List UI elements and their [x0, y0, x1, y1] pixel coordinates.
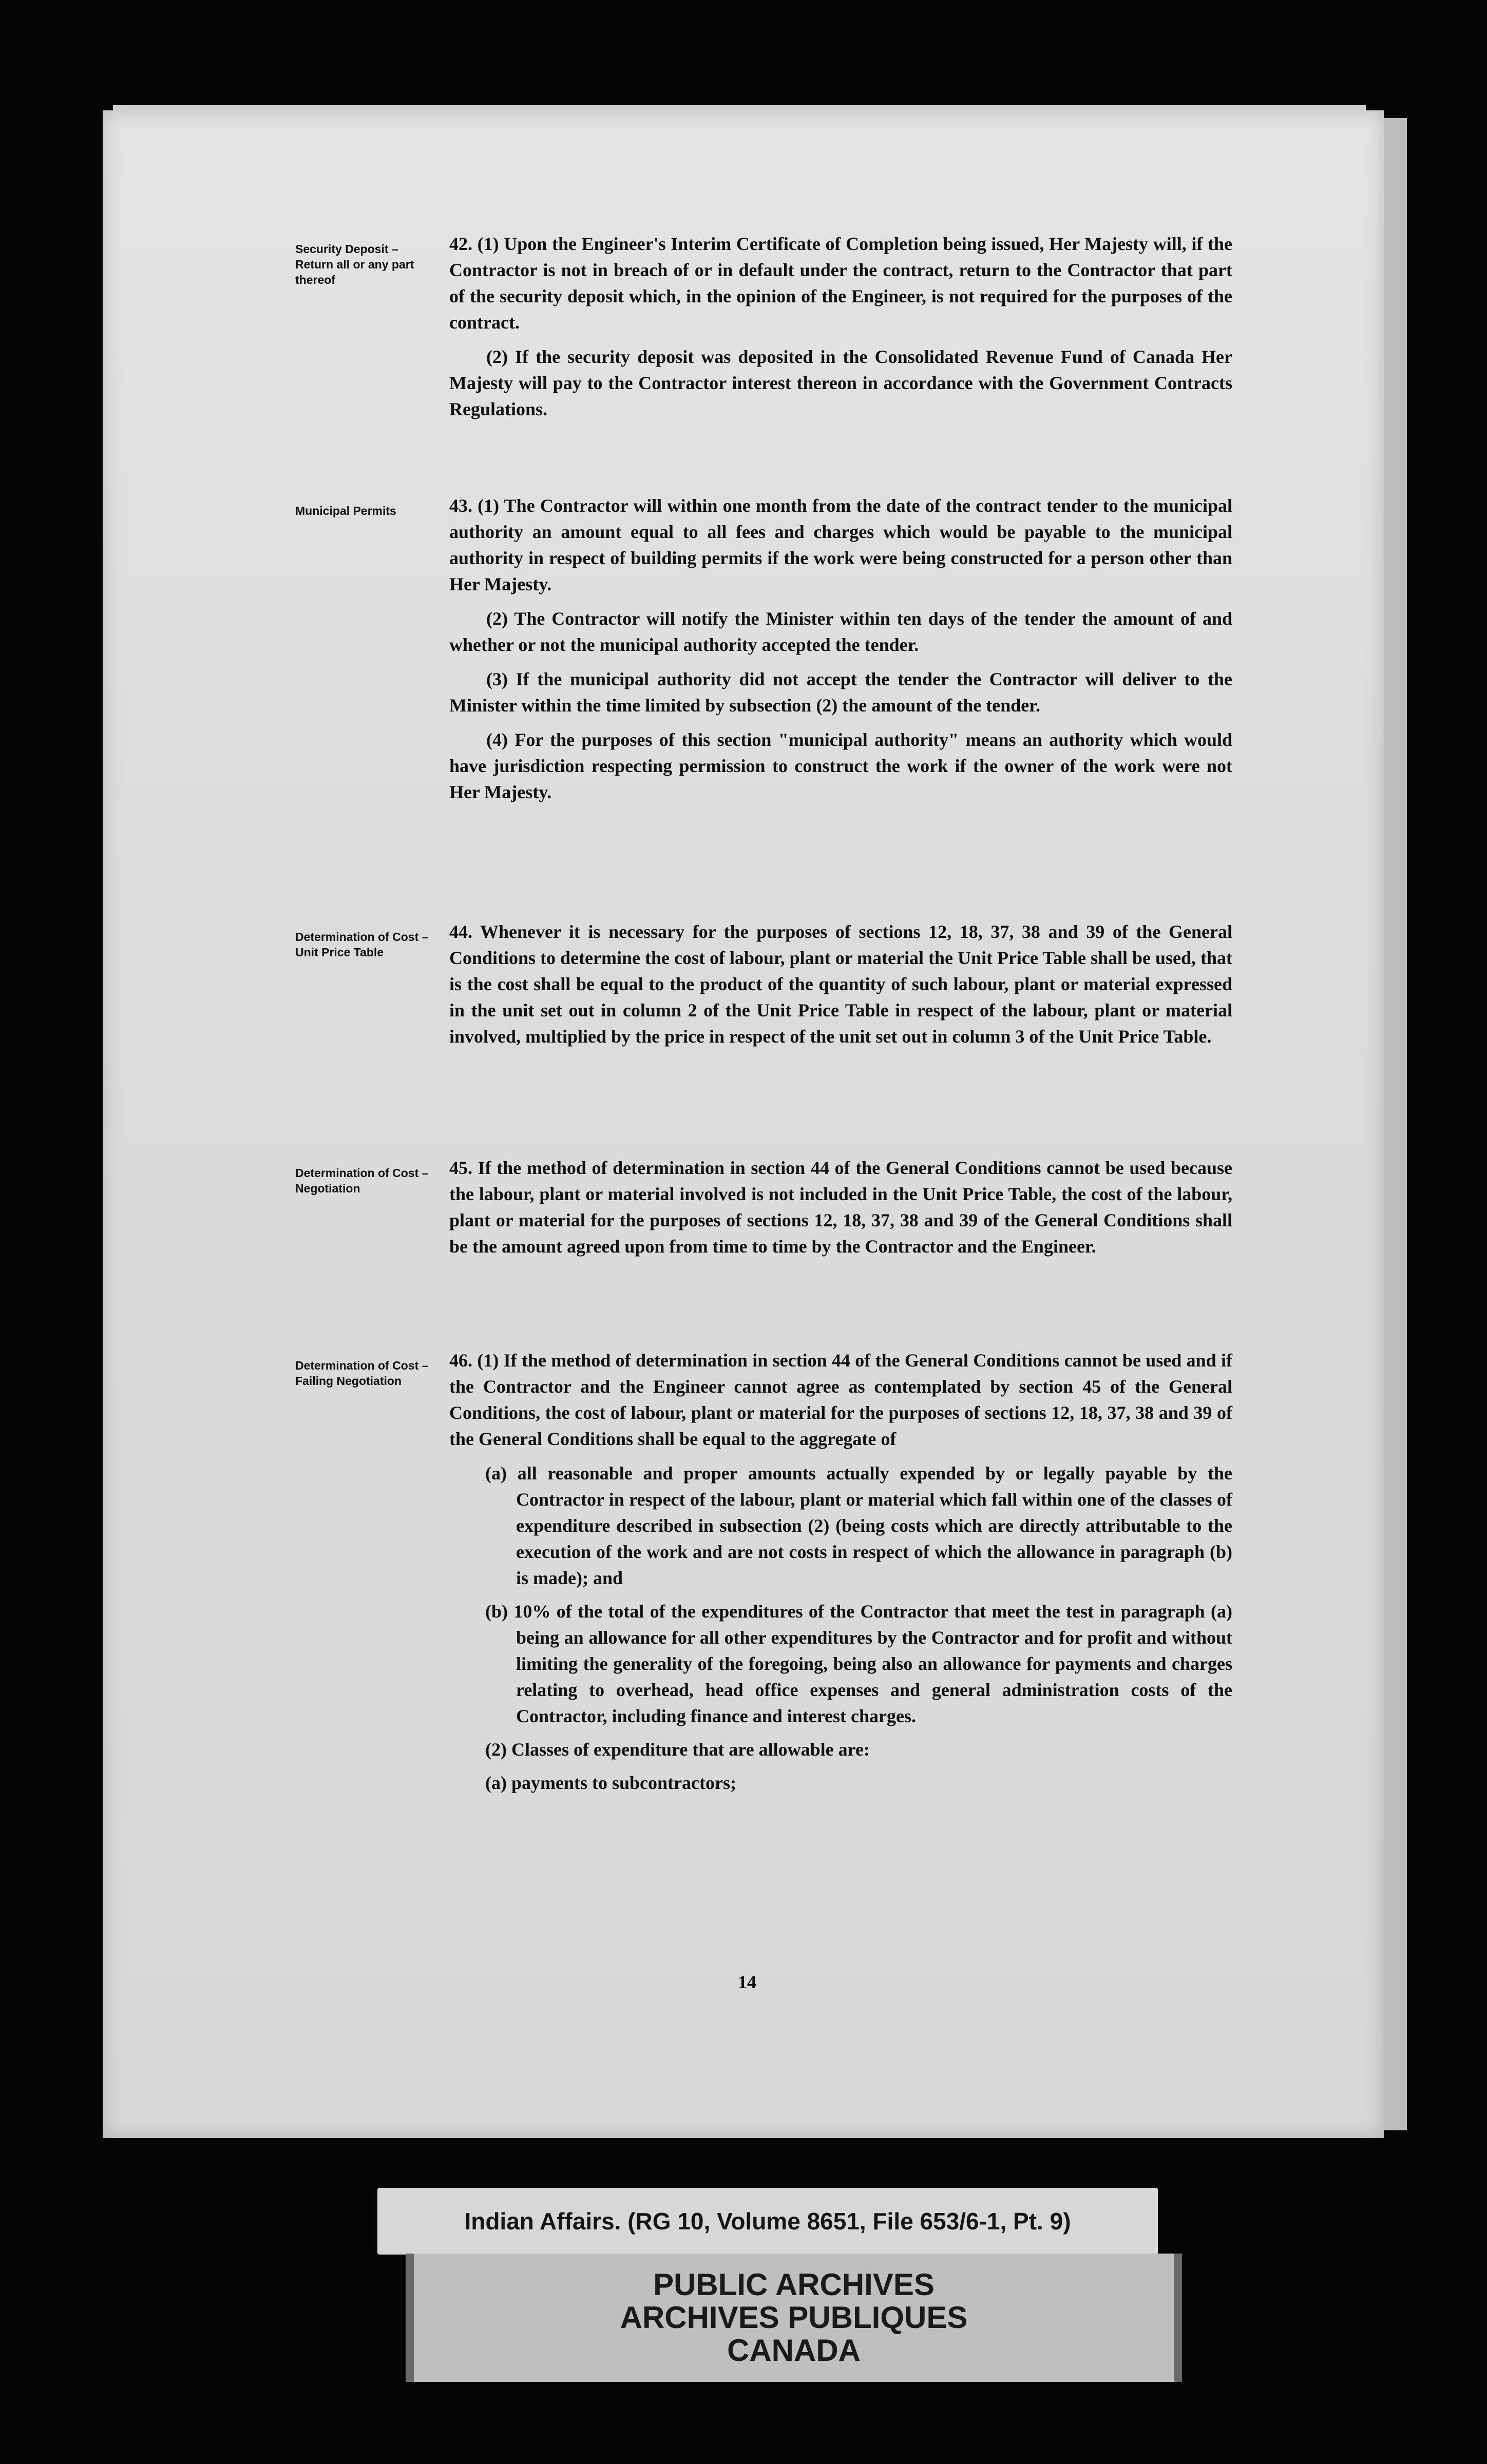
section-45 [449, 1155, 1232, 1268]
section-44-paragraph-1: 44. Whenever it is necessary for the purposes of sections 12, 18, 37, 38 and 39 of the General Conditions to determine the cost of labour, plant or material the Unit Price Table shall be used, that is the cost shall be equal to the product of the quantity of such labour, plant or material expressed in the unit set out in column 2 of the Unit Price Table in respect of the labour, plant or material involved, multiplied by the price in respect of the unit set out in column 3 of the Unit Price Table. [449, 921, 1233, 1047]
section-46-paragraph-1: 46. (1) If the method of determination in section 44 of the General Conditions cannot be used and if the Contractor and the Engineer cannot agree as contemplated by section 45 of the General Conditions, the cost of labour, plant or material for the purposes of sections 12, 18, 37, 38 and 39 of the General Conditions shall be equal to the aggregate of [449, 1350, 1232, 1449]
section-46-clause-a: (a) all reasonable and proper amounts actually expended by or legally payable by the Contractor in respect of the labour, plant or material which fall within one of the classes of expenditure described in subsection (2) (being costs which are directly attributable to the execution of the work and are not costs in respect of which the allowance in paragraph (b) is made); and [485, 1463, 1232, 1588]
section-43-paragraph-1: 43. (1) The Contractor will within one month from the date of the contract tender to the municipal authority an amount equal to all fees and charges which would be payable to the municipal authority in respect of building permits if the work were being constructed for a person other than Her Majesty. [449, 495, 1232, 594]
margin-note-security-deposit: Security Deposit – Return all or any part thereof [295, 242, 414, 286]
margin-note-municipal-permits: Municipal Permits [295, 504, 396, 517]
public-archives-stamp [406, 2254, 1182, 2382]
archive-citation-label: Indian Affairs. (RG 10, Volume 8651, File 653/6-1, Pt. 9) [377, 2188, 1158, 2255]
margin-note-unit-price-table: Determination of Cost – Unit Price Table [295, 930, 429, 959]
margin-note-failing-negotiation: Determination of Cost – Failing Negotiation [295, 1359, 429, 1388]
margin-note-negotiation: Determination of Cost – Negotiation [295, 1166, 429, 1195]
stamp-line-2: ARCHIVES PUBLIQUES [620, 2300, 968, 2335]
section-42 [449, 231, 1232, 431]
section-46-clause-b: (b) 10% of the total of the expenditures of the Contractor that meet the test in paragraph (a) being an allowance for all other expenditures by the Contractor and for profit and without limiting the generality of the foregoing, being also an allowance for payments and charges relating to overhead, head office expenses and general administration costs of the Contractor, including finance and interest charges. [485, 1601, 1232, 1726]
stamp-line-3: CANADA [727, 2333, 861, 2367]
section-45-paragraph-1: 45. If the method of determination in section 44 of the General Conditions cannot be used because the labour, plant or material involved is not included in the Unit Price Table, the cost of the labour, plant or material for the purposes of sections 12, 18, 37, 38 and 39 of the General Conditions shall be the amount agreed upon from time to time by the Contractor and the Engineer. [449, 1158, 1232, 1257]
section-42-paragraph-1: 42. (1) Upon the Engineer's Interim Certificate of Completion being issued, Her Majesty will, if the Contractor is not in breach of or in default under the contract, return to the Contractor that part of the security deposit which, in the opinion of the Engineer, is not required for the purposes of the contract. [449, 234, 1232, 333]
section-43-paragraph-2: (2) The Contractor will notify the Minister within ten days of the tender the amount of and whether or not the municipal authority accepted the tender. [449, 608, 1232, 655]
section-46-2-clause-a: (a) payments to subcontractors; [485, 1773, 736, 1793]
section-43 [449, 493, 1232, 814]
section-46 [449, 1348, 1232, 1803]
section-46-paragraph-2: (2) Classes of expenditure that are allowable are: [485, 1739, 870, 1760]
section-44 [449, 919, 1232, 1058]
section-43-paragraph-4: (4) For the purposes of this section "municipal authority" means an authority which would have jurisdiction respecting permission to construct the work if the owner of the work were not Her Majesty. [449, 729, 1232, 802]
section-42-paragraph-2: (2) If the security deposit was deposited in the Consolidated Revenue Fund of Canada Her Majesty will pay to the Contractor interest thereon in accordance with the Government Contracts Regulations. [449, 346, 1232, 419]
section-43-paragraph-3: (3) If the municipal authority did not accept the tender the Contractor will deliver to the Minister within the time limited by subsection (2) the amount of the tender. [449, 669, 1232, 716]
document-page [103, 110, 1384, 2138]
page-number: 14 [738, 1972, 756, 1992]
stamp-line-1: PUBLIC ARCHIVES [653, 2267, 935, 2302]
